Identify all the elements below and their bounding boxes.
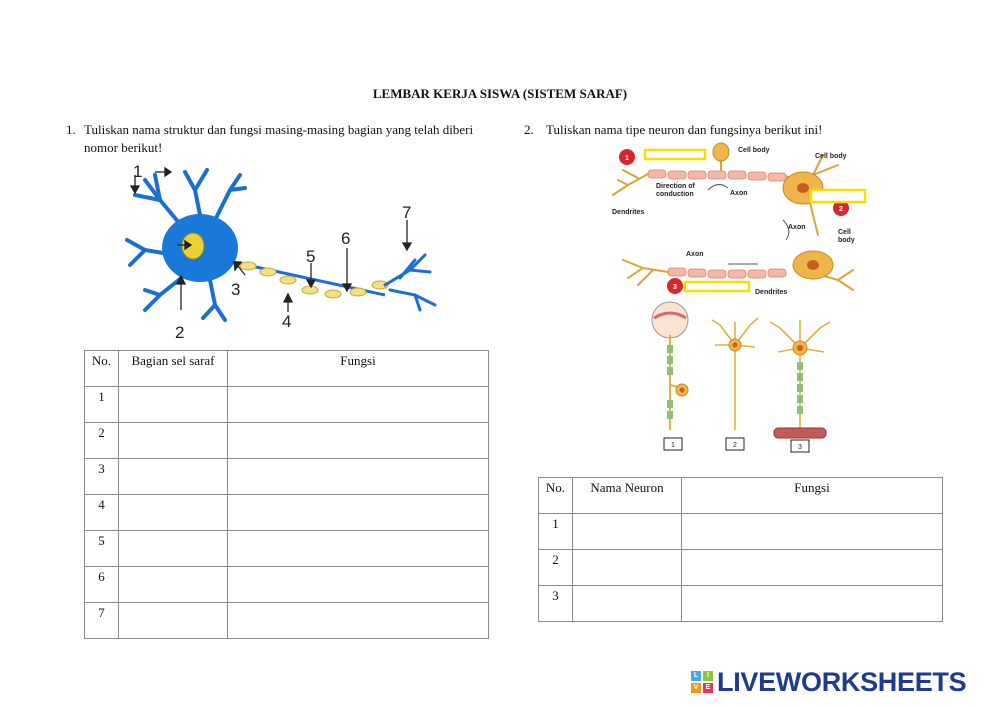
badge-2: 2 <box>839 206 843 213</box>
table-row <box>85 459 489 495</box>
table-row <box>85 387 489 423</box>
row-number: 5 <box>85 531 119 567</box>
question-2 <box>524 121 944 139</box>
label-cell-mid-1: Cell <box>838 229 851 236</box>
logo-block-i: I <box>703 671 713 681</box>
label-direction-2: conduction <box>656 191 694 198</box>
question-2-text: Tuliskan nama tipe neuron dan fungsinya berikut ini! <box>546 122 823 137</box>
answer-cell-fungsi[interactable] <box>682 514 943 550</box>
column-header-fungsi: Fungsi <box>228 351 489 387</box>
row-number: 6 <box>85 567 119 603</box>
answer-cell-bagian[interactable] <box>119 567 228 603</box>
answer-cell-nama[interactable] <box>573 586 682 622</box>
table-row <box>539 514 943 550</box>
answer-cell-bagian[interactable] <box>119 423 228 459</box>
diagram-number-1: 1 <box>133 162 143 181</box>
neuron-types-diagram <box>608 140 868 300</box>
row-number: 2 <box>539 550 573 586</box>
column-header-nama-neuron: Nama Neuron <box>573 478 682 514</box>
answer-box-2[interactable] <box>811 190 865 202</box>
answer-cell-fungsi[interactable] <box>228 531 489 567</box>
column-header-fungsi: Fungsi <box>682 478 943 514</box>
row-number: 4 <box>85 495 119 531</box>
label-axon-mid: Axon <box>788 224 806 231</box>
diagram-number-3: 3 <box>231 280 241 299</box>
answer-cell-fungsi[interactable] <box>228 495 489 531</box>
answer-cell-fungsi[interactable] <box>228 423 489 459</box>
answer-cell-bagian[interactable] <box>119 459 228 495</box>
answer-cell-bagian[interactable] <box>119 531 228 567</box>
logo-block-v: V <box>691 683 701 693</box>
table-row <box>85 567 489 603</box>
question-1 <box>66 121 486 157</box>
answer-cell-bagian[interactable] <box>119 603 228 639</box>
page-title: LEMBAR KERJA SISWA (SISTEM SARAF) <box>372 86 628 101</box>
badge-1: 1 <box>625 155 629 162</box>
table-row <box>85 531 489 567</box>
question-1-text: Tuliskan nama struktur dan fungsi masing-masing bagian yang telah diberi nomor berikut! <box>84 122 474 155</box>
row-number: 3 <box>85 459 119 495</box>
table-header-row <box>85 351 489 387</box>
table-row <box>85 423 489 459</box>
answer-cell-fungsi[interactable] <box>228 567 489 603</box>
row-number: 2 <box>85 423 119 459</box>
row-number: 1 <box>85 387 119 423</box>
answer-cell-bagian[interactable] <box>119 387 228 423</box>
diagram-number-4: 4 <box>282 312 292 331</box>
diagram-number-6: 6 <box>341 229 351 248</box>
neuron-type-label-3: 3 <box>798 444 802 451</box>
logo-block-l: L <box>691 671 701 681</box>
answer-cell-fungsi[interactable] <box>682 550 943 586</box>
diagram-number-7: 7 <box>402 203 412 222</box>
label-axon-bottom: Axon <box>686 251 704 258</box>
logo-block-e: E <box>703 683 713 693</box>
diagram-number-5: 5 <box>306 247 316 266</box>
neuron-type-label-1: 1 <box>671 442 675 449</box>
answer-cell-fungsi[interactable] <box>228 603 489 639</box>
label-cell-mid-2: body <box>838 237 855 244</box>
label-direction-1: Direction of <box>656 183 695 190</box>
label-dendrites-left: Dendrites <box>612 209 645 216</box>
liveworksheets-logo <box>691 668 966 696</box>
label-dendrites-bottom: Dendrites <box>755 289 788 296</box>
logo-blocks-icon <box>691 671 713 693</box>
answer-cell-fungsi[interactable] <box>228 387 489 423</box>
table-header-row <box>539 478 943 514</box>
answer-cell-nama[interactable] <box>573 550 682 586</box>
row-number: 3 <box>539 586 573 622</box>
badge-3: 3 <box>673 284 677 291</box>
column-header-bagian: Bagian sel saraf <box>119 351 228 387</box>
label-cell-body-right: Cell body <box>815 153 847 160</box>
question-2-number: 2. <box>524 122 534 137</box>
column-header-no: No. <box>85 351 119 387</box>
question-1-table <box>84 350 489 639</box>
diagram-number-2: 2 <box>175 323 185 342</box>
neuron-structure-diagram <box>115 160 455 345</box>
answer-box-3[interactable] <box>685 282 749 291</box>
answer-cell-fungsi[interactable] <box>228 459 489 495</box>
answer-box-1[interactable] <box>645 150 705 159</box>
table-row <box>539 586 943 622</box>
table-row <box>85 495 489 531</box>
neuron-type-label-2: 2 <box>733 442 737 449</box>
question-1-number: 1. <box>66 122 76 137</box>
answer-cell-nama[interactable] <box>573 514 682 550</box>
logo-text: LIVEWORKSHEETS <box>717 666 967 697</box>
neuron-type-illustrations <box>640 300 840 460</box>
label-cell-body-top: Cell body <box>738 147 770 154</box>
column-header-no: No. <box>539 478 573 514</box>
table-row <box>85 603 489 639</box>
label-axon-top: Axon <box>730 190 748 197</box>
row-number: 7 <box>85 603 119 639</box>
answer-cell-fungsi[interactable] <box>682 586 943 622</box>
table-row <box>539 550 943 586</box>
row-number: 1 <box>539 514 573 550</box>
question-2-table <box>538 477 943 622</box>
answer-cell-bagian[interactable] <box>119 495 228 531</box>
